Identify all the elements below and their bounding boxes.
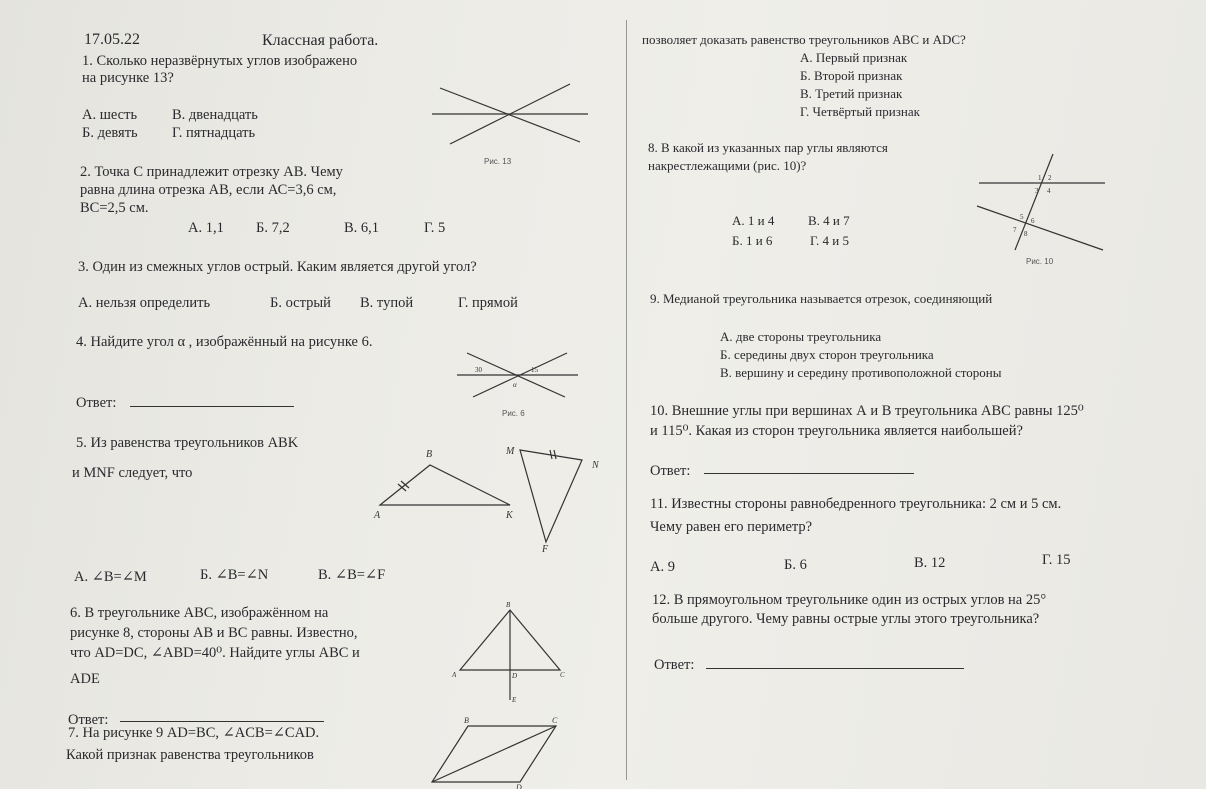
- answer-option: А. нельзя определить: [78, 295, 211, 311]
- answer-blank-line[interactable]: [130, 406, 294, 407]
- question-text: 12. В прямоугольном треугольнике один из острых углов на 25°: [652, 592, 1047, 608]
- answer-label: Ответ:: [68, 712, 109, 728]
- date-label: 17.05.22: [84, 31, 140, 48]
- figure-caption: Рис. 10: [1026, 257, 1054, 266]
- answer-option: Г. пятнадцать: [172, 125, 256, 141]
- page-title: Классная работа.: [262, 32, 379, 49]
- vertex-label: D: [512, 672, 518, 680]
- vertex-label: B: [464, 716, 469, 725]
- answer-option: Б. середины двух сторон треугольника: [720, 347, 934, 362]
- question-text: и 115⁰. Какая из сторон треугольника является наибольшей?: [650, 423, 1023, 439]
- question-text: ADE: [70, 671, 100, 687]
- vertex-label: C: [552, 716, 558, 725]
- answer-option: В. 12: [914, 555, 946, 571]
- figure-triangles-abk-mnf: [370, 440, 610, 555]
- vertex-label: N: [592, 460, 599, 471]
- answer-option: Г. 4 и 5: [810, 233, 850, 248]
- question-text: 5. Из равенства треугольников ABK: [76, 435, 299, 451]
- figure-8-isosceles-triangle: [448, 598, 573, 708]
- answer-option: Г. 5: [424, 220, 446, 236]
- answer-blank-line[interactable]: [120, 721, 324, 722]
- question-text: 8. В какой из указанных пар углы являются: [648, 140, 888, 155]
- question-text: 3. Один из смежных углов острый. Каким является другой угол?: [78, 259, 477, 275]
- question-text: 7. На рисунке 9 AD=BC, ∠ACB=∠CAD.: [68, 725, 320, 741]
- answer-option: Г. 15: [1042, 552, 1071, 568]
- question-text: ВС=2,5 см.: [80, 200, 149, 216]
- answer-option: В. вершину и середину противоположной стороны: [720, 365, 1002, 380]
- angle-label: 1: [1038, 174, 1042, 182]
- answer-label: Ответ:: [76, 395, 117, 411]
- answer-option: А. две стороны треугольника: [720, 329, 882, 344]
- answer-option: А. шесть: [82, 107, 138, 123]
- angle-label: 30: [475, 366, 482, 374]
- answer-option: В. тупой: [360, 295, 414, 311]
- answer-option: Б. 1 и 6: [732, 233, 773, 248]
- question-text: 2. Точка С принадлежит отрезку АВ. Чему: [80, 164, 343, 180]
- answer-option: А. ∠B=∠M: [74, 569, 147, 585]
- figure-10-parallel-lines-transversal: [975, 150, 1110, 260]
- question-text: 6. В треугольнике АВС, изображённом на: [70, 605, 329, 621]
- question-text: рисунке 8, стороны АВ и ВС равны. Известно,: [70, 625, 358, 641]
- question-text: больше другого. Чему равны острые углы этого треугольника?: [652, 611, 1040, 627]
- angle-label: 5: [1020, 213, 1024, 221]
- answer-option: В. двенадцать: [172, 107, 258, 123]
- question-text: позволяет доказать равенство треугольников АВС и ADC?: [642, 32, 966, 47]
- angle-label: 4: [1047, 187, 1051, 195]
- question-text: 9. Медианой треугольника называется отрезок, соединяющий: [650, 291, 993, 306]
- vertex-label: E: [512, 696, 517, 704]
- question-text: и MNF следует, что: [72, 465, 193, 481]
- answer-option: А. 9: [650, 559, 675, 575]
- answer-label: Ответ:: [654, 657, 695, 673]
- question-text: 11. Известны стороны равнобедренного треугольника: 2 см и 5 см.: [650, 496, 1062, 512]
- angle-label: 15: [531, 366, 538, 374]
- answer-option: А. Первый признак: [800, 50, 908, 65]
- vertex-label: B: [426, 449, 433, 460]
- question-text: 10. Внешние углы при вершинах А и В треугольника АВС равны 125⁰: [650, 403, 1084, 419]
- vertex-label: B: [506, 601, 511, 609]
- vertex-label: M: [506, 446, 515, 457]
- answer-option: А. 1 и 4: [732, 213, 775, 228]
- answer-option: Б. Второй признак: [800, 68, 903, 83]
- vertex-label: D: [516, 783, 522, 789]
- answer-option: Г. прямой: [458, 295, 518, 311]
- vertex-label: A: [374, 510, 381, 521]
- answer-option: А. 1,1: [188, 220, 224, 236]
- figure-9-parallelogram: [428, 714, 578, 789]
- question-text: Какой признак равенства треугольников: [66, 747, 314, 763]
- answer-option: Г. Четвёртый признак: [800, 104, 920, 119]
- vertex-label: F: [542, 544, 549, 555]
- vertex-label: K: [506, 510, 513, 521]
- answer-blank-line[interactable]: [706, 668, 964, 669]
- answer-option: Б. 7,2: [256, 220, 290, 236]
- answer-option: Б. 6: [784, 557, 807, 573]
- figure-caption: Рис. 6: [502, 409, 525, 418]
- angle-label: 3: [1035, 187, 1039, 195]
- question-text: Чему равен его периметр?: [650, 519, 813, 535]
- alpha-label: α: [513, 381, 517, 389]
- answer-label: Ответ:: [650, 463, 691, 479]
- answer-option: В. ∠B=∠F: [318, 567, 386, 583]
- angle-label: 8: [1024, 230, 1028, 238]
- vertex-label: C: [560, 671, 565, 679]
- angle-label: 7: [1013, 226, 1017, 234]
- vertex-label: A: [452, 671, 457, 679]
- figure-6-angles: [455, 345, 580, 405]
- answer-option: Б. ∠B=∠N: [200, 567, 269, 583]
- column-divider: [626, 20, 627, 780]
- angle-label: 6: [1031, 217, 1035, 225]
- answer-option: В. 4 и 7: [808, 213, 850, 228]
- answer-option: В. Третий признак: [800, 86, 903, 101]
- figure-caption: Рис. 13: [484, 157, 512, 166]
- answer-blank-line[interactable]: [704, 473, 914, 474]
- answer-option: Б. девять: [82, 125, 138, 141]
- question-text: равна длина отрезка АВ, если АС=3,6 см,: [80, 182, 337, 198]
- figure-13-intersecting-lines: [430, 80, 590, 160]
- question-text: на рисунке 13?: [82, 70, 174, 86]
- answer-option: В. 6,1: [344, 220, 380, 236]
- question-text: 1. Сколько неразвёрнутых углов изображено: [82, 53, 358, 69]
- question-text: что AD=DC, ∠ABD=40⁰. Найдите углы АВС и: [70, 645, 360, 661]
- question-text: 4. Найдите угол α , изображённый на рисунке 6.: [76, 334, 373, 350]
- angle-label: 2: [1048, 174, 1052, 182]
- answer-option: Б. острый: [270, 295, 331, 311]
- question-text: накрестлежащими (рис. 10)?: [648, 158, 807, 173]
